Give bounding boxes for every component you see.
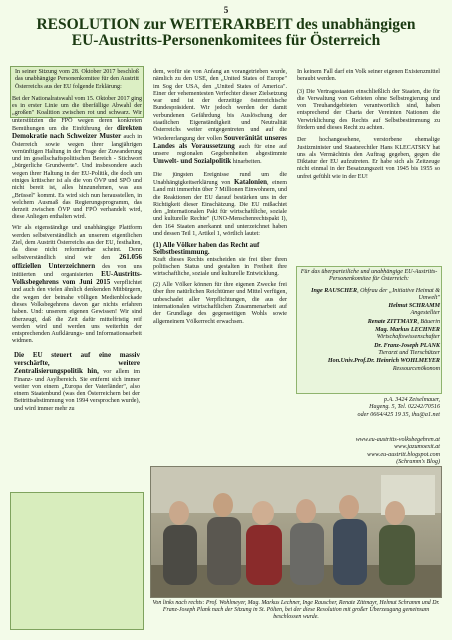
paragraph-catalonia-text-c: , einem Land mit immerhin über 7 Millionen Einwohnern, und die Reaktionen der EU darauf bestärken uns in der Richtigkeit dieser Einschätzung. Die EU mißachtet den „Internationalen Pakt für wirtschaftliche, soziale und kulturelle Rechte" (UNO-Menschenrechtspakt I), den 164 Staaten anerkannt und unterzeichnet haben und dessen Teil 1, Artikel 1, wörtlich lautet:: [153, 179, 287, 237]
supporter-role: Angestellter: [410, 310, 440, 317]
supporter-name: Renate ZITTMAYR: [367, 318, 418, 325]
paragraph-use-bold-1: Souveränität unseres Landes als Voraussetzung: [153, 133, 287, 150]
link-jazumoexit[interactable]: www.jazumoexit.at: [394, 444, 440, 451]
paragraph-article-1: [153, 242, 287, 278]
supporter-name: Dr. Franz-Joseph PLANK: [374, 342, 440, 349]
paragraph-catalonia-text-a: Die jüngsten Ereignisse rund um die Unabhängigkeitserklärung von: [153, 171, 287, 186]
headline: [16, 17, 436, 49]
supporter-name: Hon.Univ.Prof.Dr. Heinrich WOHLMEYER: [327, 358, 440, 365]
paragraph-platform-text-a: Wir als eigenständige und unabhängige Plattform werden selbstverständlich an unserem eigentlichen Ziel, dem Austritt Österreichs aus der EU, festhalten, da diese nicht reformierbar scheint. Denn selbstverständlich sind wir den: [12, 225, 142, 262]
supporter-2: [298, 319, 440, 326]
supporter-role: Tierarzt und Tierschützer: [378, 349, 440, 356]
supporter-role: , Bäuerin: [417, 318, 440, 325]
paragraph-use-bold-2: Umwelt- und Sozialpolitik: [153, 157, 232, 166]
paragraph-use-text-e: hinarbeiten.: [232, 159, 262, 166]
paragraph-platform-text-e: verpflichtet und auch den vielen ähnlich denkenden Mitbürgern, die wegen der beinahe völligen Medienblockade dieses Volksbegehrens davon gar nichts erfahren haben. Und: unserem eigenen Gewissen! Wir sind überzeugt, daß die Zeit dafür mittelfristig reif werden wird und werden uns weiterhin der entsprechenden Aufklärungs- und Informationsarbeit widmen.: [12, 280, 142, 345]
supporter-0: [298, 288, 440, 303]
paragraph-article-1-bold: (1) Alle Völker haben das Recht auf Selbstbestimmung.: [153, 241, 260, 257]
highlight-box: [10, 492, 144, 630]
paragraph-article-1-text: Kraft dieses Rechts entscheiden sie frei über ihren politischen Status und gestalten in Freiheit ihre wirtschaftliche, soziale und kulturelle Entwicklung.: [153, 256, 287, 278]
web-links: [298, 437, 440, 466]
link-volksbegehren[interactable]: www.eu-austritts-volksbegehren.at: [355, 437, 440, 443]
supporter-5: [298, 358, 440, 373]
column-1: [12, 69, 142, 417]
paragraph-platform-bold-1: 261.056 offiziellen Unterzeichnern: [12, 253, 142, 270]
photo-caption: Von links nach rechts: Prof. Wohlmeyer, Mag. Markus Lechner, Inge Rauscher, Renate Zittmayr, Helmut Schramm und Dr. Franz-Joseph Plank nach der Sitzung in St. Pölten, bei der diese Resolution mit großer Überzeugung gemeinsam beschlossen wurde.: [152, 600, 440, 620]
paragraph-election-bold: direkten Demokratie nach Schweizer Muster: [12, 123, 143, 141]
headline-line-2: EU-Austritts-Personenkomitees für Österreich: [71, 32, 381, 49]
headline-line-1: RESOLUTION zur WEITERARBEIT des unabhängigen: [36, 16, 416, 33]
group-photo-image: [151, 467, 442, 598]
column-3: [297, 69, 440, 185]
contact: [298, 397, 440, 419]
paragraph-existence: In keinem Fall darf ein Volk seiner eigenen Existenzmittel beraubt werden.: [297, 69, 440, 83]
paragraph-platform: [12, 225, 142, 346]
supporters-list: [298, 288, 440, 373]
supporter-name: Mag. Markus LECHNER: [375, 327, 440, 334]
paragraph-article-3: (3) Die Vertragsstaaten einschließlich der Staaten, die für die Verwaltung von Gebieten ohne Selbstregierung und von Treuhandgebieten verantwortlich sind, haben entsprechend der Charta der Vereinten Nationen die Verwirklichung des Rechts auf Selbstbestimmung zu fördern und dieses Recht zu achten.: [297, 88, 440, 131]
paragraph-election-text-a: Bei der Nationalratswahl vom 15. Oktober 2017 ging es in erster Linie um die überfällige Abwahl der „großen" Koalition zwischen rot und schwarz. Wir unterstützten die FPÖ wegen deren konkreten Bemühungen um die Einführung der: [12, 95, 142, 132]
paragraph-platform-text-c: des von uns initiierten und organisierten: [12, 263, 142, 278]
column-2: [153, 69, 287, 329]
supporter-role: Wirtschaftswissenschafter: [376, 334, 440, 341]
supporters: [298, 269, 440, 374]
link-blog[interactable]: www.eu-austritt.blogspot.com: [367, 451, 440, 458]
group-photo: [150, 466, 442, 598]
supporter-4: [298, 343, 440, 358]
supporter-3: [298, 327, 440, 342]
supporters-lead: Für das überparteiliche und unabhängige EU-Austritts-Personenkomitee für Österreich:: [300, 269, 438, 283]
link-blog-note: (Schramm's Blog): [396, 458, 440, 465]
paragraph-article-2: (2) Alle Völker können für ihre eigenen Zwecke frei über ihre natürlichen Reichtümer und Mittel verfügen, unbeschadet aller Verpflichtungen, die aus der internationalen wirtschaftlichen Zusammenarbeit auf der Grundlage des gegenseitigen Wohls sowie allgemeinem Völkerrecht erwachsen.: [153, 282, 287, 325]
intro-paragraph: In seiner Sitzung vom 28. Oktober 2017 beschloß das unabhängige Personenkomitee für den Austritt Österreichs aus der EU folgende Erklärung:: [15, 69, 139, 90]
paragraph-use-text-a: dem, wofür sie von Anfang an vorangetrieben wurde, nämlich zu den USE, den „United States of Europe" im Sog der USA, den „United States of America". Einer der vehementesten Verfechter dieser Zielsetzung war und ist der derzeitige österreichische Bundespräsident. Wir jedoch werden der damit verbundenen Gefährdung bis Auslöschung der staatlichen Eigenständigkeit und Neutralität Österreichs weiter entgegentreten und auf die Wiedererlangung der vollen: [153, 69, 287, 142]
paragraph-eu-course-bold: Die EU steuert auf eine massiv verschärfte, weitere Zentralisierungspolitik hin,: [14, 350, 140, 376]
supporter-name: Helmut SCHRAMM: [388, 303, 440, 310]
paragraph-eu-course-text: vor allem im Finanz- und Asylbereich. Sie entfernt sich immer weiter von einem „Europa der Vaterländer", also einem Staatenbund (was den Österreichern bei der Beitrittsabstimmung von 1994 versprochen wurde), und wird immer mehr zu: [14, 369, 140, 412]
paragraph-election-text-c: auch in Österreich sowie wegen ihrer langjährigen vernünftigen Haltung in der Frage der Zuwanderung und im gesellschaftspolitischen Bereich - Stichwort „bürgerliche Grundwerte". Und insbesondere auch wegen ihrer Haltung in der EU-Politik, die doch um einiges kritischer ist als die von ÖVP und SPÖ und nicht bereit ist, alles hinzunehmen, was aus „Brüssel" kommt. Es wird sich nun herausstellen, in welchem Ausmaß das Regierungsprogramm, das derzeit zwischen ÖVP und FPÖ verhandelt wird, diese Anliegen enthalten wird.: [12, 134, 142, 221]
supporter-name: Inge RAUSCHER: [311, 287, 358, 294]
supporter-1: [298, 303, 440, 318]
supporter-role: , Obfrau der „Initiative Heimat & Umwelt": [357, 287, 440, 301]
paragraph-election: [12, 96, 142, 222]
paragraph-catalonia-bold: Katalonien: [233, 177, 267, 186]
paragraph-use: [153, 69, 287, 167]
paragraph-eu-course: [12, 352, 142, 413]
supporter-role: Ressourcenökonom: [392, 365, 440, 372]
paragraph-catalonia: [153, 172, 287, 239]
contact-line-1: p.A. 3424 Zeiselmauer,: [383, 397, 440, 403]
contact-line-2: Hageng. 5, Tel. 02242/70516: [369, 404, 440, 411]
page-number: 5: [223, 5, 229, 15]
paragraph-platform-bold-2: EU-Austritts-Volksbegehrens vom Juni 2015: [12, 269, 142, 287]
contact-line-3: oder 0664/425 19 35, ihu@a1.net: [357, 411, 440, 418]
paragraph-use-text-c: auch für eine auf unsere regionalen Gegebenheiten abgestimmte: [153, 143, 287, 158]
paragraph-klecatsky: Der hochangesehene, verstorbene ehemalige Justizminister und Staatsrechtler Hans KLECATSKY hat uns als Vermächtnis den Auftrag gegeben, gegen die Diktatur der EU aufzutreten. Er habe sich als Zeitzeuge nicht einmal in der Besatzungszeit von 1945 bis 1955 so unfrei gefühlt wie in der EU!: [297, 137, 440, 180]
